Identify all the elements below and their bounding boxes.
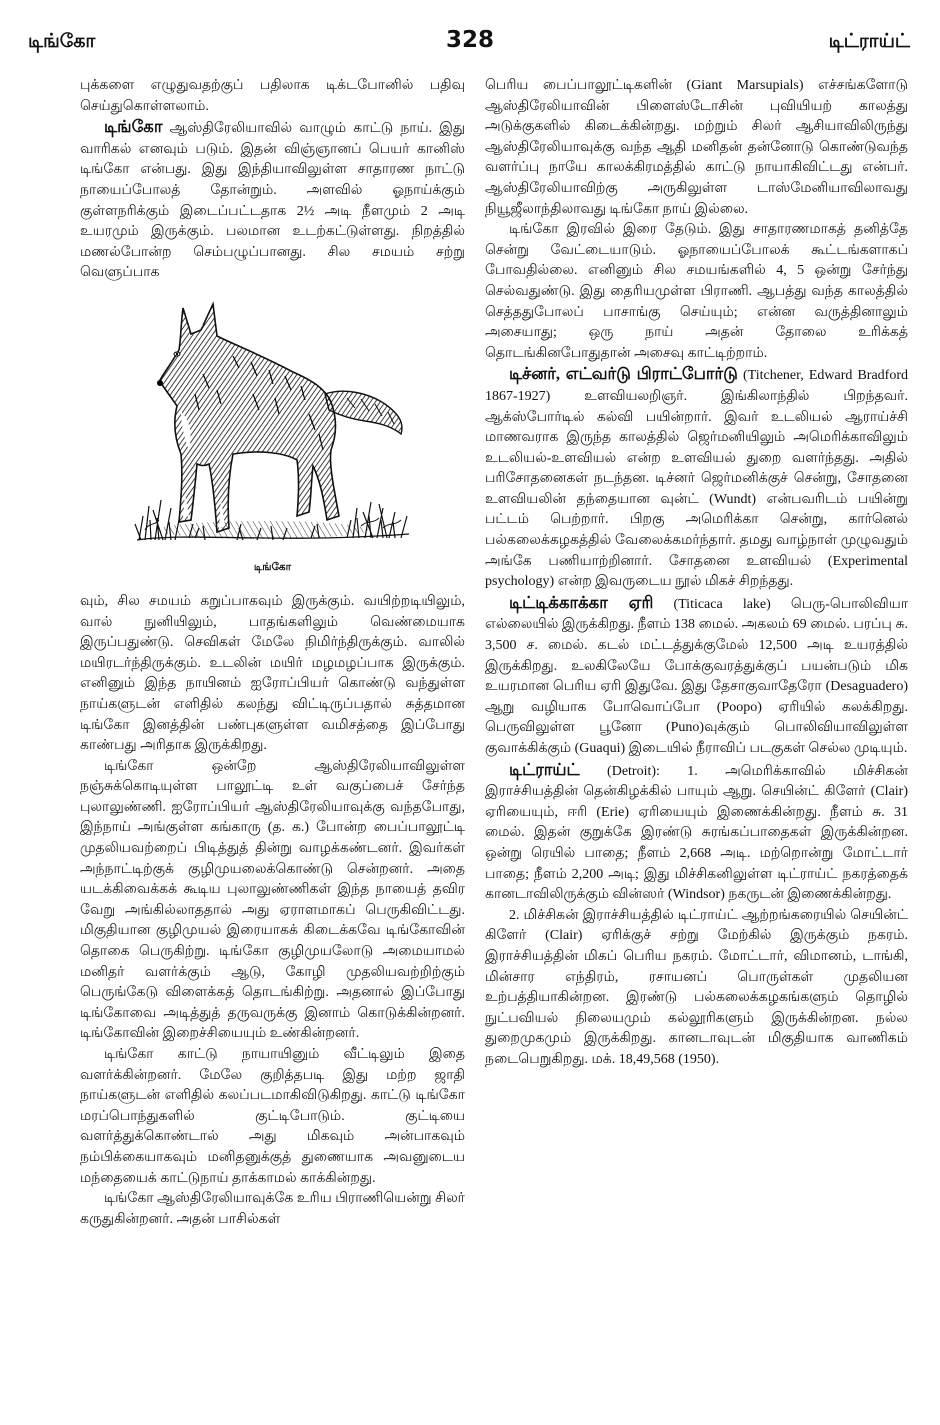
figure-caption: டிங்கோ	[253, 561, 292, 573]
page-number: 328	[445, 27, 494, 53]
continued-paragraph: பெரிய பைப்பாலூட்டிகளின் (Giant Marsupials) எச்சங்களோடு ஆஸ்திரேலியாவின் பிளைஸ்டோசின் புவியியற் காலத்து அடுக்குகளில் கிடைக்கின்றது. மற்றும் சிலர் ஆசியாவிலிருந்து ஆஸ்திரேலியாவுக்கு வந்த ஆதி மனிதன் தன்னோடு கொண்டுவந்த வளர்ப்பு நாயே காலக்கிரமத்தில் காட்டு நாயாகிவிட்டது என்பர். ஆஸ்திரேலியாவிற்கு அருகிலுள்ள டாஸ்மேனியாவிலாவது நியூஜீலாந்திலாவது டிங்கோ நாய் இல்லை.	[485, 78, 908, 217]
entry-text: (Detroit): 1. அமெரிக்காவில் மிச்சிகன் இராச்சியத்தின் தென்கிழக்கில் பாயும் ஆறு. செயின்ட் கிளேர் (Clair) ஏரியையும், ஈரி (Erie) ஏரியையும் இணைக்கின்றது. நீளம் சு. 31 மைல். இதன் குறுக்கே இரண்டு சுரங்கப்பாதைகள் இருக்கின்றன. ஒன்று ரெயில் பாதை; நீளம் 2,668 அடி. மற்றொன்று மோட்டார் பாதை; நீளம் 2,200 அடி; இது மிச்சிகனிலுள்ள டிட்ராய்ட் நகரத்தைக் கானடாவிலிருக்கும் வின்ஸர் (Windsor) நகருடன் இணைக்கின்றது.	[485, 763, 908, 903]
entry-dingo	[80, 117, 465, 284]
left-column	[80, 76, 465, 1411]
entry-detroit	[485, 760, 908, 906]
entry-text: (Titchener, Edward Bradford 1867-1927) உளவியலறிஞர். இங்கிலாந்தில் பிறந்தவர். ஆக்ஸ்போர்டில் கல்வி பயின்றார். இவர் உடலியல் ஆராய்ச்சி மாணவராக இருந்த காலத்தில் ஜெர்மனியிலும் அமெரிக்காவிலும் உடலியல்-உளவியல் என்ற உளவியல் துறை வளர்ந்தது. அதில் பரிசோதனைகள் நடந்தன. டிச்னர் ஜெர்மனிக்குச் சென்று, சோதனை உளவியலின் தந்தையான வுன்ட் (Wundt) என்பவரிடம் பயின்று பட்டம் பெற்றார். பிறகு அமெரிக்கா சென்று, கார்னெல் பல்கலைக்கழகத்தில் வேலைக்கமர்ந்தார். தமது வாழ்நாள் முழுவதும் அங்கே பணியாற்றினார். சோதனை உளவியல் (Experimental psychology) என்ற இவருடைய நூல் மிகச் சிறந்தது.	[485, 368, 908, 590]
header-right-guide-word: டிட்ராய்ட்	[828, 31, 910, 52]
paragraph: டிங்கோ காட்டு நாயாயினும் வீட்டிலும் இதை வளர்க்கின்றனர். மேலே குறித்தபடி இது மற்ற ஜாதி நாய்களுடன் எளிதில் கலப்படமாகிவிடுகிறது. காட்டு டிங்கோ மரப்பொந்துகளில் குட்டிபோடும். குட்டியை வளர்த்துக்கொண்டால் அது மிகவும் அன்பாகவும் நம்பிக்கையாகவும் மனிதனுக்குத் துணையாக அவனுடைய மந்தையைக் காட்டுநாய் தாக்காமல் காக்கின்றது.	[80, 1047, 465, 1186]
entry-text: (Titicaca lake) பெரு-பொலிவியா எல்லையில் இருக்கிறது. நீளம் 138 மைல். அகலம் 69 மைல். பரப்பு சு. 3,500 ச. மைல். கடல் மட்டத்துக்குமேல் 12,500 அடி உயரத்தில் இருக்கிறது. உலகிலேயே போக்குவரத்துக்குப் பயன்படும் மிக உயரமான பெரிய ஏரி இதுவே. இது தேசாகுவாதேரோ (Desaguadero) ஆறு வழியாக போவொப்போ (Poopo) ஏரியில் கலக்கிறது. பெருவிலுள்ள பூனோ (Puno)வுக்கும் பொலிவியாவிலுள்ள குவாக்கிக்கும் (Guaqui) இடையில் நீராவிப் படகுகள் செல்ல முடியும்.	[485, 596, 908, 756]
continued-paragraph: புக்களை எழுதுவதற்குப் பதிலாக டிக்டபோனில் பதிவு செய்துகொள்ளலாம்.	[80, 78, 465, 114]
dingo-figure	[80, 294, 465, 576]
right-column	[485, 76, 908, 1411]
header-left-guide-word: டிங்கோ	[28, 31, 96, 52]
paragraph: டிங்கோ ஆஸ்திரேலியாவுக்கே உரிய பிராணியென்று சிலர் கருதுகின்றனர். அதன் பாசில்கள்	[80, 1191, 465, 1227]
paragraph: டிங்கோ இரவில் இரை தேடும். இது சாதாரணமாகத் தனித்தே சென்று வேட்டையாடும். ஓநாயைப்போலக் கூட்டங்களாகப் போவதில்லை. எனினும் சில சமயங்களில் 4, 5 ஒன்று சேர்ந்து செல்வதுண்டு. இது தைரியமுள்ள பிராணி. ஆபத்து வந்த காலத்தில் செத்ததுபோலப் பாசாங்கு செய்யும்; என்ன வருத்தினாலும் அசையாது; ஒரு நாய் அதன் தோலை உரிக்கத் தொடங்கினபோதுதான் அசைவு காட்டிற்றாம்.	[485, 222, 908, 361]
entry-titicaca-lake	[485, 593, 908, 760]
paragraph: 2. மிச்சிகன் இராச்சியத்தில் டிட்ராய்ட் ஆற்றங்கரையில் செயின்ட் கிளேர் (Clair) ஏரிக்குச் சற்று மேற்கில் இருக்கும் நகரம். இராச்சியத்தின் மிகப் பெரிய நகரம். மோட்டார், விமானம், டாங்கி, மின்சார எந்திரம், ரசாயனப் பொருள்கள் முதலியன உற்பத்தியாகின்றன. இரண்டு பல்கலைக்கழகங்களும் தொழில் நுட்பவியல் நிலையமும் கல்லூரிகளும் இருக்கின்றன. நல்ல துறைமுகமும் இருக்கிறது. கானடாவுடன் மிகுதியாக வாணிகம் நடைபெறுகிறது. மக். 18,49,568 (1950).	[485, 907, 908, 1067]
entry-titchener	[485, 364, 908, 593]
page-header	[0, 0, 940, 60]
continued-paragraph: வும், சில சமயம் கறுப்பாகவும் இருக்கும். வயிற்றடியிலும், வால் நுனியிலும், பாதங்களிலும் வெண்மையாக இருப்பதுண்டு. செவிகள் மேலே நிமிர்ந்திருக்கும். வாலில் மயிரடர்ந்திருக்கும். உடலின் மயிர் மழமழப்பாக இருக்கும். எனினும் இந்த நாயினம் ஐரோப்பியர் கொண்டு வந்துள்ள நாய்களுடன் எளிதில் கலந்து விட்டிருப்பதால் சுத்தமான டிங்கோ இனத்தின் பண்புகளுள்ள வமிசத்தை இப்போது காண்பது அரிதாக இருக்கிறது.	[80, 593, 465, 754]
entry-headword: டிச்னர், எட்வர்டு பிராட்போர்டு	[509, 364, 738, 384]
dingo-illustration	[133, 294, 413, 556]
entry-headword: டிங்கோ	[104, 117, 163, 137]
entry-headword: டிட்டிக்காக்கா ஏரி	[509, 592, 654, 612]
paragraph: டிங்கோ ஒன்றே ஆஸ்திரேலியாவிலுள்ள நஞ்சுக்கொடியுள்ள பாலூட்டி உள் வகுப்பைச் சேர்ந்த புலாலுண்ணி. ஐரோப்பியர் ஆஸ்திரேலியாவுக்கு வந்தபோது, இந்நாய் அங்குள்ள கங்காரு (த. க.) போன்ற பைப்பாலூட்டி முதலியவற்றைப் பிடித்துத் தின்று வாழக்கண்டனர். இவர்கள் அந்நாட்டிற்குக் குழிமுயலைக்கொண்டு சென்றனர். அதை யடக்கிவைக்கக் கூடிய புலாலுண்ணிகள் இந்த நாயைத் தவிர வேறு அங்கில்லாததால் அது ஏராளமாகப் பெருகிவிட்டது. மிகுதியான குழிமுயல் இரையாகக் கிடைக்கவே டிங்கோவின் தொகை பெருகிற்று. டிங்கோ குழிமுயலோடு அமையாமல் மனிதர் வளர்க்கும் ஆடு, கோழி முதலியவற்றிற்கும் பெருங்கேடு விளைக்கத் தொடங்கிற்று. அதனால் இப்போது டிங்கோவை அடித்துத் தருவருக்கு இனாம் கொடுக்கின்றனர். டிங்கோவின் இறைச்சியையும் உண்கின்றனர்.	[80, 758, 465, 1042]
entry-headword: டிட்ராய்ட்	[509, 759, 580, 779]
entry-text: ஆஸ்திரேலியாவில் வாழும் காட்டு நாய். இது வாரிகல் எனவும் படும். இதன் விஞ்ஞானப் பெயர் கானிஸ் டிங்கோ என்பது. இது இந்தியாவிலுள்ள சாதாரண நாட்டு நாயைப்போலத் தோன்றும். அளவில் ஓநாய்க்கும் குள்ளநரிக்கும் இடைப்பட்டதாக 2½ அடி நீளமும் 2 அடி உயரமும் இருக்கும். பலமான உடற்கட்டுள்ளது. நிறத்தில் மணல்போன்ற செம்பழுப்பானது. சில சமயம் சற்று வெளுப்பாக	[80, 121, 465, 281]
